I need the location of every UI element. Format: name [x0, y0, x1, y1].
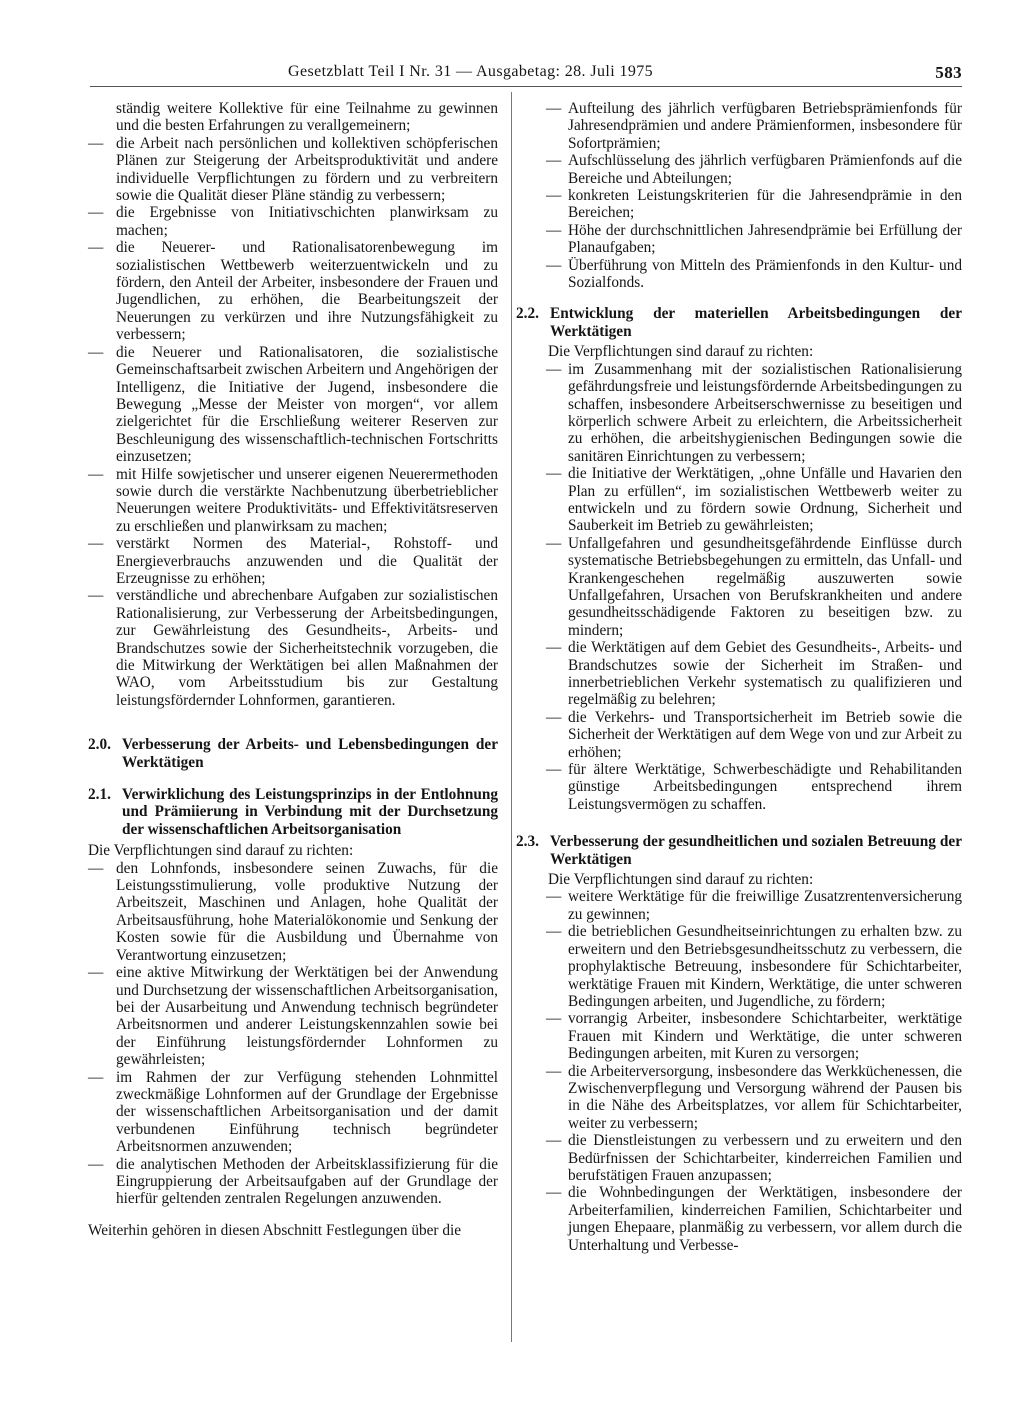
list-item: — mit Hilfe sowjetischer und unserer eigenen Neuerermethoden sowie durch die verstärkte Nachbenutzung überbetrieblicher Neuerungen weitere Produktivitäts- und Effektivitätsreserven zu erschließen und planwirksam zu machen; [88, 466, 498, 536]
column-divider [511, 92, 512, 1342]
right-list-2 [516, 361, 962, 814]
list-item: — verständliche und abrechenbare Aufgaben zur sozialistischen Rationalisierung, zur Verbesserung der Arbeitsbedingungen, zur Gewährleistung des Gesundheits-, Arbeits- und Brandschutzes sowie der Sicherheitstechnik vorzugeben, die die Mitwirkung der Werktätigen bei allen Maßnahmen der WAO, vom Arbeitsstudium bis zur Gestaltung leistungsfördernder Lohnformen, garantieren. [88, 587, 498, 709]
section-number: 2.1. [88, 786, 111, 804]
left-list-2 [88, 860, 498, 1208]
right-list-1 [516, 100, 962, 291]
section-title: Verwirklichung des Leistungsprinzips in der Entlohnung und Prämiierung in Verbindung mit der Durchsetzung der wissenschaftlichen Arbeitsorganisation [122, 786, 498, 838]
section-title: Entwicklung der materiellen Arbeitsbedingungen der Werktätigen [550, 305, 962, 340]
left-list-1 [88, 135, 498, 709]
list-item: — den Lohnfonds, insbesondere seinen Zuwachs, für die Leistungsstimulierung, volle produktive Nutzung der Arbeitszeit, Maschinen und Anlagen, hohe Qualität der Arbeitsausführung, hohe Materialökonomie und Senkung der Kosten sowie für die Ausbildung und Übernahme von Verantwortung einzusetzen; [88, 860, 498, 964]
left-column [88, 100, 498, 1239]
continued-text: ständig weitere Kollektive für eine Teilnahme zu gewinnen und die besten Erfahrungen zu verallgemeinern; [116, 100, 498, 135]
header-title: Gesetzblatt Teil I Nr. 31 — Ausgabetag: 28. Juli 1975 [288, 63, 654, 80]
list-item: — die betrieblichen Gesundheitseinrichtungen zu erhalten bzw. zu erweitern und den Betriebsgesundheitsschutz zu verbessern, die prophylaktische Betreuung, insbesondere für Schichtarbeiter, werktätige Frauen mit Kindern, Werktätige, die unter schweren Bedingungen arbeiten, und Jugendliche, zu fördern; [516, 923, 962, 1010]
section-heading-2-1 [88, 786, 498, 838]
section-heading-2-3 [516, 833, 962, 868]
section-number: 2.3. [516, 833, 539, 851]
list-item: — die Verkehrs- und Transportsicherheit im Betrieb sowie die Sicherheit der Werktätigen auf dem Wege von und zur Arbeit zu erhöhen; [516, 709, 962, 761]
section-title: Verbesserung der gesundheitlichen und sozialen Betreuung der Werktätigen [550, 833, 962, 868]
list-item: — Überführung von Mitteln des Prämienfonds in den Kultur- und Sozialfonds. [516, 257, 962, 292]
list-item: — die Arbeiterversorgung, insbesondere das Werkküchenessen, die Zwischenverpflegung und Versorgung während der Pausen bis in die Nähe des Arbeitsplatzes, vor allem für Schichtarbeiter, weiter zu verbessern; [516, 1063, 962, 1133]
list-item: — die Arbeit nach persönlichen und kollektiven schöpferischen Plänen zur Steigerung der Arbeitsproduktivität und andere individuelle Verpflichtungen zu fördern und zu verbreitern sowie die Qualität dieser Pläne ständig zu verbessern; [88, 135, 498, 205]
list-item: — weitere Werktätige für die freiwillige Zusatzrentenversicherung zu gewinnen; [516, 888, 962, 923]
section-number: 2.0. [88, 736, 111, 754]
list-item: — die Werktätigen auf dem Gebiet des Gesundheits-, Arbeits- und Brandschutzes sowie der Sicherheit im Straßen- und innerbetrieblichen Verkehr systematisch zu qualifizieren und regelmäßig zu belehren; [516, 639, 962, 709]
list-item: — vorrangig Arbeiter, insbesondere Schichtarbeiter, werktätige Frauen mit Kindern und Werktätige, die unter schweren Bedingungen arbeiten, mit Kuren zu versorgen; [516, 1010, 962, 1062]
section-heading-2-0 [88, 736, 498, 771]
list-item: — die Dienstleistungen zu verbessern und zu erweitern und den Bedürfnissen der Schichtarbeiter, kinderreichen Familien und berufstätigen Frauen anzupassen; [516, 1132, 962, 1184]
section-title: Verbesserung der Arbeits- und Lebensbedingungen der Werktätigen [122, 736, 498, 771]
list-item: — Unfallgefahren und gesundheitsgefährdende Einflüsse durch systematische Betriebsbegehungen zu ermitteln, das Unfall- und Krankengeschehen regelmäßig auszuwerten sowie Unfallgefahren, Ursachen von Berufskrankheiten und andere gesundheitsschädigende Faktoren zu beseitigen bzw. zu mindern; [516, 535, 962, 639]
list-item: — im Zusammenhang mit der sozialistischen Rationalisierung gefährdungsfreie und leistungsfördernde Arbeitsbedingungen zu schaffen, insbesondere Arbeitserschwernisse zu beseitigen und körperlich schwere Arbeit zu erleichtern, die Arbeitssicherheit zu erhöhen, die arbeitshygienischen Bedingungen sowie die sanitären Einrichtungen zu verbessern; [516, 361, 962, 465]
list-item: — im Rahmen der zur Verfügung stehenden Lohnmittel zweckmäßige Lohnformen auf der Grundlage der Ergebnisse der wissenschaftlichen Arbeitsorganisation und der damit verbundenen Einführung technisch begründeter Arbeitsnormen anzuwenden; [88, 1069, 498, 1156]
list-item: — Höhe der durchschnittlichen Jahresendprämie bei Erfüllung der Planaufgaben; [516, 222, 962, 257]
section-lead: Die Verpflichtungen sind darauf zu richten: [548, 871, 814, 889]
list-item: — für ältere Werktätige, Schwerbeschädigte und Rehabilitanden günstige Arbeitsbedingungen entsprechend ihrem Leistungsvermögen zu schaffen. [516, 761, 962, 813]
closing-text: Weiterhin gehören in diesen Abschnitt Festlegungen über die [88, 1221, 462, 1239]
section-heading-2-2 [516, 305, 962, 340]
list-item: — Aufschlüsselung des jährlich verfügbaren Prämienfonds auf die Bereiche und Abteilungen; [516, 152, 962, 187]
list-item: — die Neuerer- und Rationalisatorenbewegung im sozialistischen Wettbewerb weiterzuentwickeln und zu fördern, den Anteil der Arbeiter, insbesondere der Frauen und Jugendlichen, zu erhöhen, die Bearbeitungszeit der Neuerungen zu verkürzen und ihre Nutzungsfähigkeit zu verbessern; [88, 239, 498, 343]
right-list-3 [516, 888, 962, 1254]
list-item: — Aufteilung des jährlich verfügbaren Betriebsprämienfonds für Jahresendprämien und andere Prämienformen, insbesondere für Sofortprämien; [516, 100, 962, 152]
list-item: — eine aktive Mitwirkung der Werktätigen bei der Anwendung und Durchsetzung der wissenschaftlichen Arbeitsorganisation, bei der Ausarbeitung und Anwendung technisch begründeter Arbeitsnormen und anderer Leistungskennzahlen sowie bei der Einführung leistungsfördernder Lohnformen zu gewährleisten; [88, 964, 498, 1068]
page-number: 583 [935, 63, 962, 82]
list-item: — die Wohnbedingungen der Werktätigen, insbesondere der Arbeiterfamilien, kinderreichen Familien, Schichtarbeiter und jungen Ehepaare, planmäßig zu verbessern, vor allem durch die Unterhaltung und Verbesse- [516, 1184, 962, 1254]
list-item: — verstärkt Normen des Material-, Rohstoff- und Energieverbrauchs anzuwenden und die Qualität der Erzeugnisse zu erhöhen; [88, 535, 498, 587]
right-column [516, 100, 962, 1254]
page-header [90, 62, 962, 87]
section-number: 2.2. [516, 305, 539, 323]
section-lead: Die Verpflichtungen sind darauf zu richten: [88, 842, 354, 860]
list-item: — die analytischen Methoden der Arbeitsklassifizierung für die Eingruppierung der Arbeitsaufgaben auf der Grundlage der hierfür geltenden zentralen Regelungen anzuwenden. [88, 1156, 498, 1208]
list-item: — die Neuerer und Rationalisatoren, die sozialistische Gemeinschaftsarbeit zwischen Arbeitern und Angehörigen der Intelligenz, die Initiative der Jugend, insbesondere die Bewegung „Messe der Meister von morgen“, vor allem zielgerichtet für die Erschließung weiterer Reserven zur Beschleunigung des wissenschaftlich-technischen Fortschritts einzusetzen; [88, 344, 498, 466]
list-item: — konkreten Leistungskriterien für die Jahresendprämie in den Bereichen; [516, 187, 962, 222]
list-item: — die Initiative der Werktätigen, „ohne Unfälle und Havarien den Plan zu erfüllen“, im sozialistischen Wettbewerb weiter zu entwickeln und zu fördern sowie Ordnung, Sicherheit und Sauberkeit im Betrieb zu gewährleisten; [516, 465, 962, 535]
list-item: — die Ergebnisse von Initiativschichten planwirksam zu machen; [88, 204, 498, 239]
section-lead: Die Verpflichtungen sind darauf zu richten: [548, 343, 814, 361]
